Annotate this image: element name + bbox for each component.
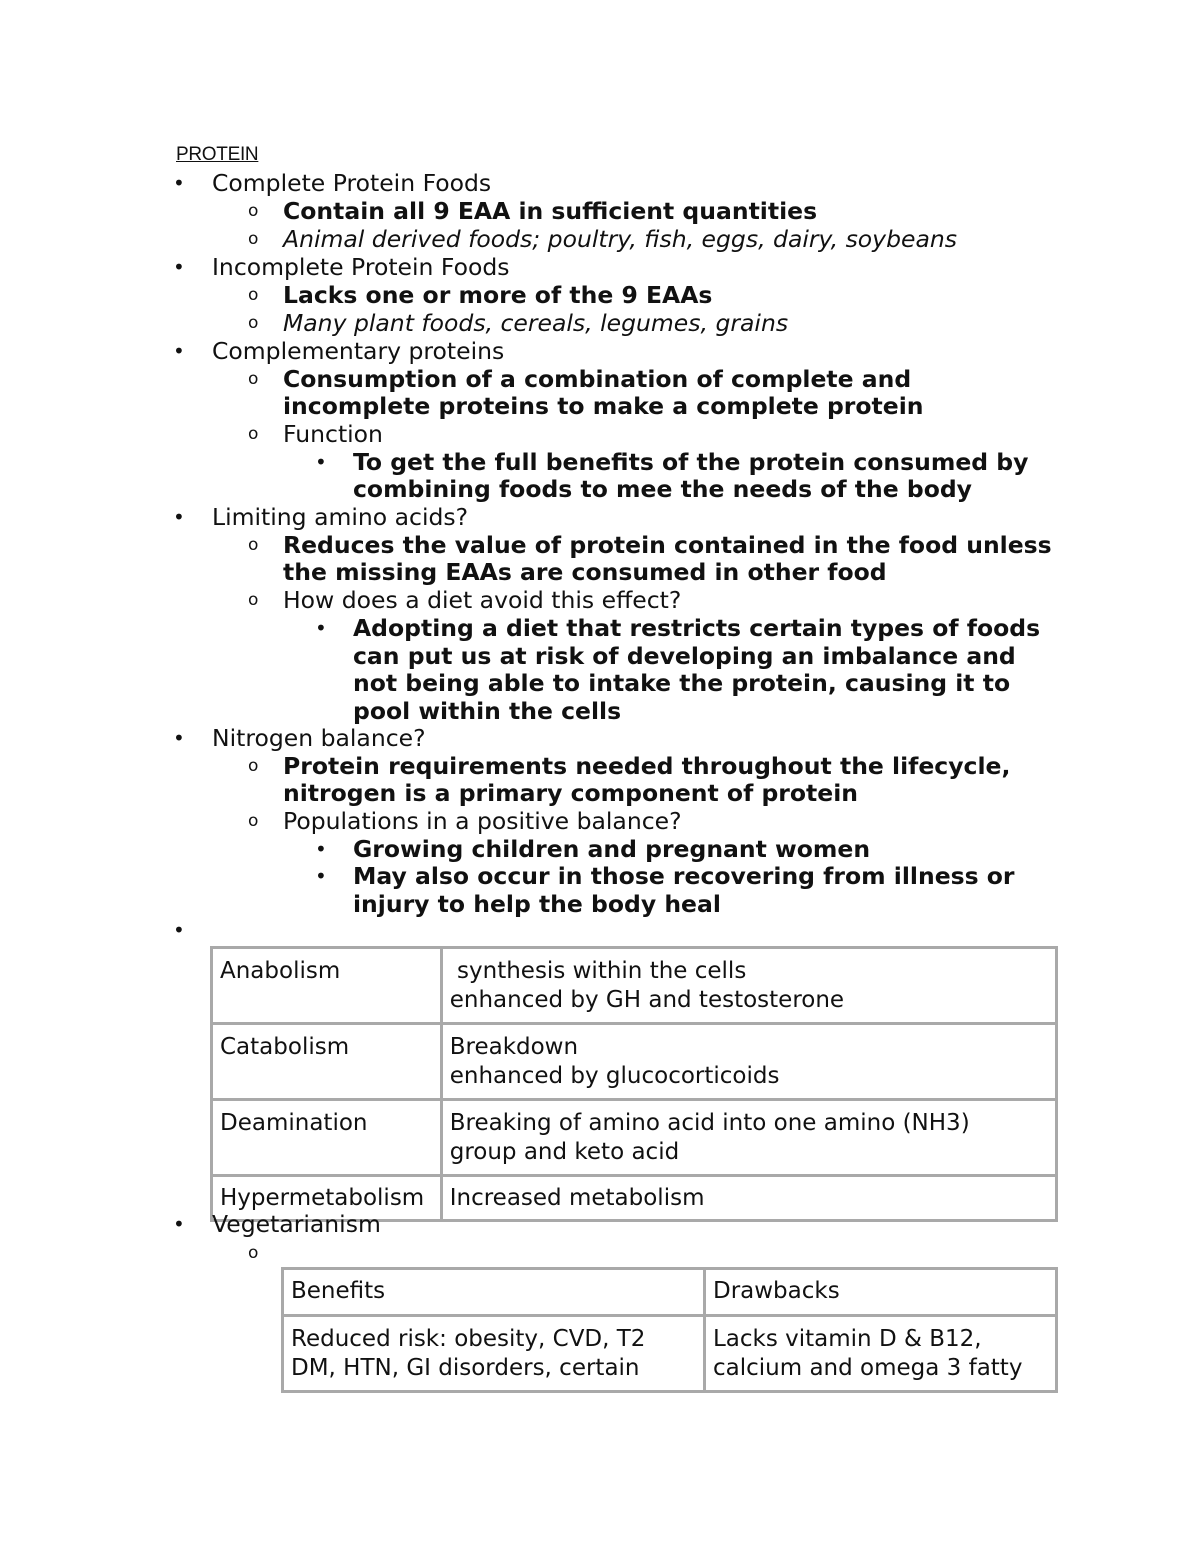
bullet-level0: • bbox=[173, 339, 185, 363]
bullet-level0: • bbox=[173, 505, 185, 529]
description-text: group and keto acid bbox=[449, 1138, 680, 1165]
outline-limiting-label: Limiting amino acids? bbox=[212, 503, 469, 531]
outline-limiting-question: How does a diet avoid this effect? bbox=[283, 586, 682, 614]
outline-limiting-answer: pool within the cells bbox=[353, 697, 622, 725]
table-cell-description bbox=[441, 1100, 1056, 1176]
table-cell-description bbox=[441, 1024, 1056, 1100]
outline-limiting-answer: can put us at risk of developing an imbalance and bbox=[353, 642, 1016, 670]
outline-nitrogen-label: Nitrogen balance? bbox=[212, 724, 426, 752]
bullet-level1: o bbox=[248, 369, 259, 389]
outline-nitrogen-definition: Protein requirements needed throughout the lifecycle, bbox=[283, 752, 1011, 780]
outline-complete-examples: Animal derived foods; poultry, fish, eggs, dairy, soybeans bbox=[283, 225, 958, 253]
outline-limiting-definition: Reduces the value of protein contained in the food unless bbox=[283, 531, 1052, 559]
outline-complementary-definition: Consumption of a combination of complete and bbox=[283, 365, 912, 393]
table-cell-drawbacks bbox=[704, 1316, 1056, 1392]
description-text: enhanced by GH and testosterone bbox=[449, 986, 845, 1013]
outline-vegetarianism-label: Vegetarianism bbox=[212, 1210, 381, 1238]
table-cell-benefits bbox=[283, 1316, 705, 1392]
outline-complementary-label: Complementary proteins bbox=[212, 337, 505, 365]
bullet-level0: • bbox=[173, 918, 185, 942]
bullet-level2: • bbox=[315, 864, 327, 888]
bullet-level1: o bbox=[248, 313, 259, 333]
bullet-level0: • bbox=[173, 1212, 185, 1236]
table-cell-term bbox=[212, 948, 442, 1024]
outline-nitrogen-definition: nitrogen is a primary component of protein bbox=[283, 779, 858, 807]
outline-limiting-answer: not being able to intake the protein, causing it to bbox=[353, 669, 1011, 697]
table-cell-term bbox=[212, 1024, 442, 1100]
description-text: enhanced by glucocorticoids bbox=[449, 1062, 780, 1089]
table-row bbox=[283, 1316, 1057, 1392]
bullet-level2: • bbox=[315, 837, 327, 861]
header-text: Drawbacks bbox=[712, 1278, 840, 1304]
benefits-text: Reduced risk: obesity, CVD, T2 bbox=[291, 1326, 646, 1352]
header-text: Benefits bbox=[291, 1278, 386, 1304]
outline-nitrogen-answer: injury to help the body heal bbox=[353, 890, 721, 918]
outline-nitrogen-answer: May also occur in those recovering from illness or bbox=[353, 862, 1015, 890]
bullet-level2: • bbox=[315, 450, 327, 474]
metabolism-table bbox=[210, 946, 1058, 1222]
bullet-level1: o bbox=[248, 229, 259, 249]
table-row bbox=[212, 1024, 1057, 1100]
outline-incomplete-point: Lacks one or more of the 9 EAAs bbox=[283, 281, 713, 309]
description-text: Increased metabolism bbox=[449, 1185, 705, 1211]
outline-nitrogen-question: Populations in a positive balance? bbox=[283, 807, 682, 835]
bullet-level1: o bbox=[248, 535, 259, 555]
outline-complete-point: Contain all 9 EAA in sufficient quantities bbox=[283, 197, 818, 225]
table-row bbox=[212, 948, 1057, 1024]
bullet-level1: o bbox=[248, 590, 259, 610]
table-header-row bbox=[283, 1269, 1057, 1316]
description-text: Breakdown bbox=[449, 1034, 579, 1060]
outline-complementary-definition: incomplete proteins to make a complete protein bbox=[283, 392, 924, 420]
benefits-text: DM, HTN, GI disorders, certain bbox=[291, 1354, 640, 1381]
table-row bbox=[212, 1100, 1057, 1176]
vegetarianism-table bbox=[281, 1267, 1058, 1393]
outline-complementary-function: combining foods to mee the needs of the body bbox=[353, 475, 972, 503]
table-cell-description bbox=[441, 1176, 1056, 1221]
term-text: Catabolism bbox=[220, 1034, 350, 1060]
description-text: Breaking of amino acid into one amino (NH3) bbox=[449, 1110, 970, 1136]
term-text: Hypermetabolism bbox=[220, 1185, 425, 1211]
bullet-level0: • bbox=[173, 171, 185, 195]
outline-incomplete-examples: Many plant foods, cereals, legumes, grains bbox=[283, 309, 789, 337]
drawbacks-text: Lacks vitamin D & B12, bbox=[712, 1326, 982, 1352]
bullet-level0: • bbox=[173, 255, 185, 279]
bullet-level0: • bbox=[173, 726, 185, 750]
outline-complete-label: Complete Protein Foods bbox=[212, 169, 492, 197]
outline-complementary-function: To get the full benefits of the protein consumed by bbox=[353, 448, 1029, 476]
outline-limiting-answer: Adopting a diet that restricts certain types of foods bbox=[353, 614, 1041, 642]
page-title: PROTEIN bbox=[176, 144, 259, 165]
bullet-level1: o bbox=[248, 1243, 259, 1263]
outline-limiting-definition: the missing EAAs are consumed in other food bbox=[283, 558, 887, 586]
term-text: Deamination bbox=[220, 1110, 368, 1136]
outline-nitrogen-answer: Growing children and pregnant women bbox=[353, 835, 871, 863]
bullet-level1: o bbox=[248, 756, 259, 776]
bullet-level1: o bbox=[248, 201, 259, 221]
description-text: synthesis within the cells bbox=[449, 958, 747, 984]
outline-incomplete-label: Incomplete Protein Foods bbox=[212, 253, 510, 281]
bullet-level1: o bbox=[248, 811, 259, 831]
table-cell-term bbox=[212, 1100, 442, 1176]
bullet-level2: • bbox=[315, 616, 327, 640]
bullet-level1: o bbox=[248, 285, 259, 305]
table-cell-description bbox=[441, 948, 1056, 1024]
bullet-level1: o bbox=[248, 424, 259, 444]
term-text: Anabolism bbox=[220, 958, 341, 984]
table-header-drawbacks bbox=[704, 1269, 1056, 1316]
table-header-benefits bbox=[283, 1269, 705, 1316]
outline-complementary-function-label: Function bbox=[283, 420, 383, 448]
drawbacks-text: calcium and omega 3 fatty bbox=[712, 1354, 1023, 1381]
